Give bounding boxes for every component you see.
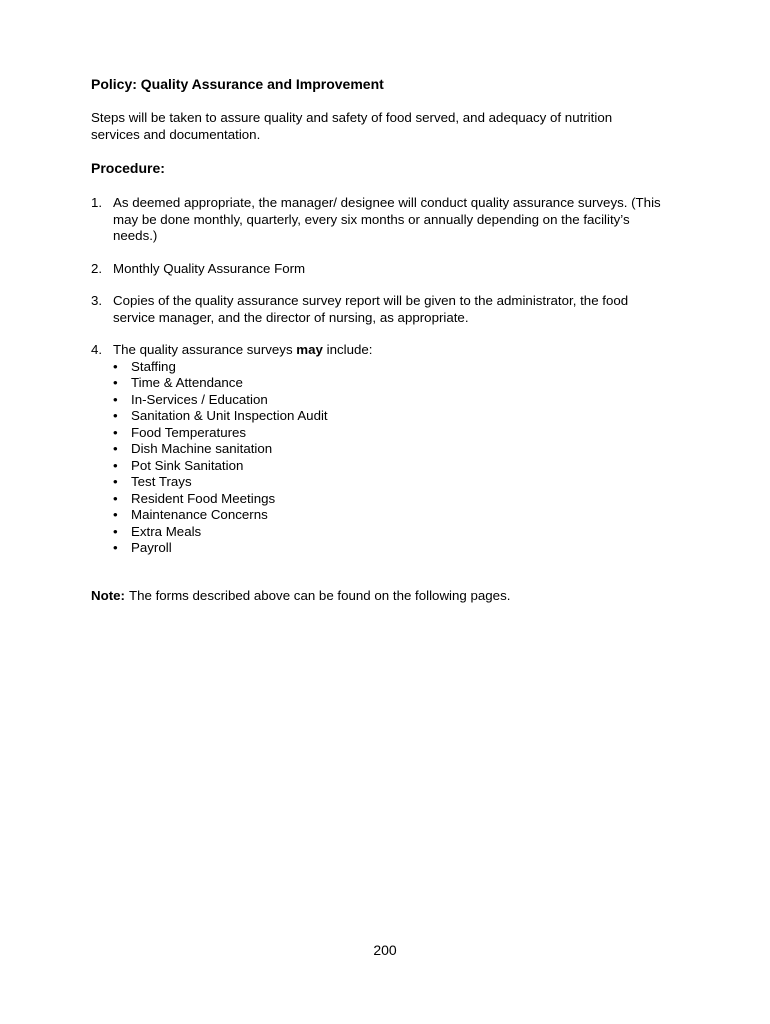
list-item xyxy=(113,425,671,442)
note-text: The forms described above can be found on the following pages. xyxy=(128,588,511,603)
note-label: Note: xyxy=(91,588,125,603)
bullet-icon: • xyxy=(113,474,118,489)
list-item-label: Payroll xyxy=(131,540,172,555)
list-item xyxy=(113,375,671,392)
list-item xyxy=(113,441,671,458)
step-number: 4. xyxy=(91,342,103,357)
step-text-before: The quality assurance surveys xyxy=(113,342,297,357)
list-item xyxy=(113,359,671,376)
procedure-step-3 xyxy=(91,293,671,326)
step-number: 1. xyxy=(91,195,103,210)
list-item xyxy=(113,540,671,557)
step-text: As deemed appropriate, the manager/ designee will conduct quality assurance surveys. (This may be done monthly, quarterly, every six months or annually depending on the facility’s needs.) xyxy=(113,195,661,243)
list-item-label: Maintenance Concerns xyxy=(131,507,268,522)
list-item xyxy=(113,507,671,524)
list-item-label: Pot Sink Sanitation xyxy=(131,457,244,473)
bullet-icon: • xyxy=(113,375,118,390)
list-item xyxy=(113,392,671,409)
procedure-step-2 xyxy=(91,261,671,278)
bullet-icon: • xyxy=(113,441,118,456)
list-item-label: Test Trays xyxy=(131,474,192,489)
list-item xyxy=(113,408,671,425)
list-item-label: Dish Machine sanitation xyxy=(131,441,273,456)
list-item xyxy=(113,474,671,491)
step-text-after: include: xyxy=(322,342,373,357)
intro-paragraph: Steps will be taken to assure quality and safety of food served, and adequacy of nutrition services and documentation. xyxy=(91,110,613,142)
page-number: 200 xyxy=(373,942,397,958)
bullet-icon: • xyxy=(113,490,118,506)
bullet-icon: • xyxy=(113,507,118,522)
note-line xyxy=(91,588,510,605)
list-item-label: Sanitation & Unit Inspection Audit xyxy=(131,408,328,423)
bullet-icon: • xyxy=(113,457,118,473)
list-item-label: Time & Attendance xyxy=(131,375,243,390)
list-item-label: Food Temperatures xyxy=(131,424,247,440)
list-item-label: Resident Food Meetings xyxy=(131,490,276,506)
procedure-step-1 xyxy=(91,195,671,245)
procedure-steps xyxy=(91,195,671,573)
step-text xyxy=(113,342,671,359)
step-number: 3. xyxy=(91,293,103,308)
procedure-step-4 xyxy=(91,342,671,557)
list-item xyxy=(113,458,671,475)
step-text: Copies of the quality assurance survey report will be given to the administrator, the food service manager, and the director of nursing, as appropriate. xyxy=(113,293,629,325)
list-item-label: Staffing xyxy=(131,358,176,374)
bullet-icon: • xyxy=(113,424,118,440)
list-item xyxy=(113,524,671,541)
bullet-icon: • xyxy=(113,540,118,555)
step-text: Monthly Quality Assurance Form xyxy=(113,260,306,276)
bullet-icon: • xyxy=(113,358,118,374)
survey-topics-list xyxy=(113,359,671,557)
step-text-emphasis: may xyxy=(296,342,323,357)
list-item-label: In-Services / Education xyxy=(131,391,268,407)
list-item-label: Extra Meals xyxy=(131,523,202,539)
list-item xyxy=(113,491,671,508)
bullet-icon: • xyxy=(113,523,118,539)
policy-title: Policy: Quality Assurance and Improvement xyxy=(91,76,384,92)
bullet-icon: • xyxy=(113,408,118,423)
bullet-icon: • xyxy=(113,391,118,407)
procedure-heading: Procedure: xyxy=(91,160,165,176)
document-page xyxy=(91,0,691,1024)
step-number: 2. xyxy=(91,260,103,276)
